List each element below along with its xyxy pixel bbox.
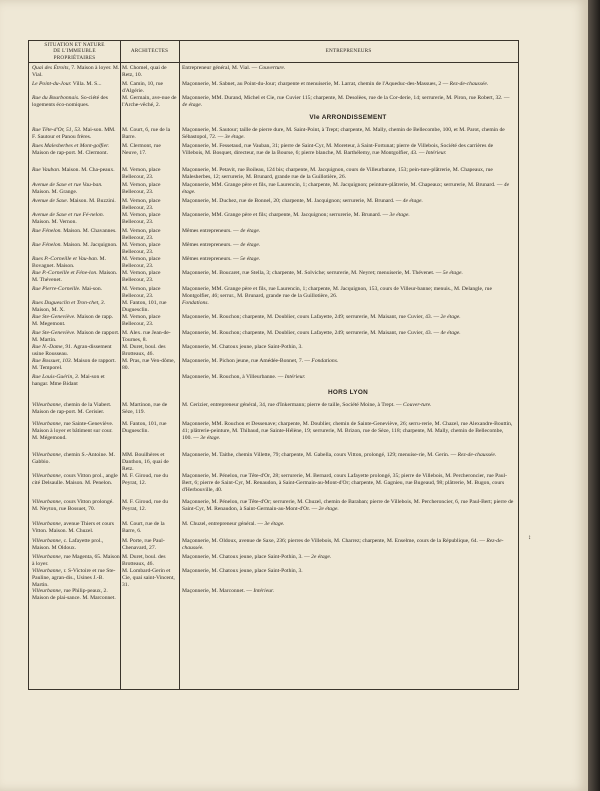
property-cell [32, 314, 120, 328]
margin-mark: ↕ [528, 535, 531, 541]
architect-cell: M. F. Giroud, rue du Peyrat, 12. [122, 499, 169, 512]
property-cell [32, 95, 120, 109]
work-stage: 4e étage. [402, 198, 423, 204]
property-description: Mai-son. MM. F. Sautour et Panou frères. [32, 127, 116, 140]
architect-cell: M. Pras, rue Ven-dôme, 80. [122, 358, 176, 371]
property-cell [32, 374, 120, 388]
contractors-cell [182, 95, 514, 109]
property-description: M. Bovagnet. Maison. [32, 256, 107, 269]
street-name: Rue P.-Corneille et Féne-lon. [32, 270, 98, 276]
architect-cell: M. Clermont, rue Neuve, 17. [122, 143, 161, 156]
property-cell [32, 330, 120, 344]
contractors-text: M. Chuzel, entrepreneur général. — [182, 521, 265, 527]
architect-cell: M. Vernon, place Bellecour, 23. [122, 256, 161, 269]
contractors-cell [182, 402, 514, 409]
section-heading-hors-lyon: HORS LYON [327, 389, 369, 396]
street-name: Villeurbanne, [32, 554, 63, 560]
work-stage: Rez-de-chaussée. [449, 81, 489, 87]
street-name: Quai des Étroits, [32, 65, 70, 71]
architect-cell: M. Vernon, place Bellecour, 23. [122, 270, 161, 283]
work-stage: 5e étage. [240, 256, 261, 262]
header-property: SITUATION ET NATURE DE L'IMMEUBLE PROPRIÉTAIRES [44, 42, 105, 61]
architect-cell: M. Alex. rue Jean-de-Tournes, 8. [122, 330, 171, 343]
contractors-text: Maçonnerie, M. Pichon jeune, rue Amédée-Bonnet, 7. — [182, 358, 312, 364]
property-cell [32, 344, 120, 358]
work-stage: Intérieur. [425, 149, 447, 156]
contractors-cell [182, 242, 514, 249]
contractors-cell [182, 344, 514, 351]
street-name: Villeurbanne, [32, 421, 63, 427]
property-description: chemin S.-Antoine. M. Gabbio. [32, 452, 116, 465]
architect-cell: M. Vernon, place Bellecour, 23. [122, 242, 161, 255]
contractors-text: Maçonnerie, M. Marconnet. — [182, 588, 254, 594]
property-cell [32, 127, 120, 141]
property-cell [32, 402, 120, 416]
architect-cell: M. Duret, boul. des Brotteaux, 46. [122, 554, 166, 567]
contractors-cell [182, 330, 514, 337]
property-cell [32, 452, 120, 466]
contractors-text: Maçonnerie, M. Chatoux jeune, place Saint-Pothin, 3. [182, 568, 303, 574]
contractors-text: Maçonnerie, M. Duchez, rue de Bonnel, 20; charpente, M. Jacquignon; serrurerie, M. Brunard. — [182, 198, 403, 204]
contractors-cell [182, 81, 514, 88]
property-cell [32, 167, 120, 174]
contractors-text: Mêmes entrepreneurs. — [182, 256, 241, 262]
property-description: Maison. M. Vernon. [32, 218, 77, 225]
property-description: rue Magenta, 65. Maison à loyer. [32, 554, 120, 567]
property-description: Maison. M. Grange. [32, 188, 78, 195]
architect-cell: M. Fanton, 101, rue Duguesclin. [122, 421, 167, 434]
contractors-cell [182, 143, 514, 157]
contractors-text: Maçonnerie, M. Rouchon; charpente, M. Doublier, cours Lafayette, 249; serrurerie, M. Maisant, rue Cuvier, 43. — [182, 314, 441, 320]
contractors-cell [182, 452, 514, 459]
street-name: Rue Ste-Geneviève. [32, 330, 76, 336]
property-cell [32, 521, 120, 535]
contractors-text: Maçonnerie, M. Pénelon, rue Tête-d'Or; serrurerie, M. Chuzel, chemin de Baraban; pierre de Villebois, M. Percheroncier, 6, rue Paul-Bert; pierre de Saint-Cyr, M. Renaudon, à Saint-Germain-au-Mont-d'Or. — [182, 499, 514, 512]
architect-cell: M. Porte, rue Paul-Chenavard, 27. [122, 538, 165, 551]
property-description: Mai-son et hangar. Mme Bidant [32, 374, 105, 387]
street-name: Rue Pierre-Corneille. [32, 286, 81, 292]
contractors-cell [182, 182, 514, 196]
property-description: Maison de rap-port. M. Clermont. [32, 149, 108, 156]
property-cell [32, 286, 120, 293]
property-cell [32, 538, 120, 552]
column-divider [120, 41, 121, 689]
contractors-text: Maçonnerie, MM. Rouchon et Dessenave; charpente, M. Doublier, chemin de Sainte-Geneviève, 26; serru-rerie, M. Chazel, rue Alexandre-Bouttin, 41; plâtrerie-peinture, M. Thibaud, rue Sainte-Hélène, 19; serrurerie, M. Brizon, rue de Sèze, 118; charpente, M. Mally, chemin de Bellecombe, 100. — [182, 421, 513, 441]
property-cell [32, 499, 120, 513]
contractors-text: Maçonnerie, M. Pénelon, rue Tête-d'Or, 28; serrurerie, M. Bernard, cours Lafayette prolongé, 35; pierre de Villebois, M. Percheroncier, rue Paul-Bert, 6; pierre de Saint-Cyr, M. Renaudon, à Saint-Germain-au-Mont-d'Or; charpente, M. Gagnieu, rue Bugeaud, 98; plâtrerie, M. Bugon, cours d'Herbouville, 40. [182, 473, 507, 493]
property-cell [32, 81, 120, 88]
street-name: Rue Ste-Geneviève. [32, 314, 76, 320]
property-description: Maison. M. Chavannes. [61, 228, 117, 234]
work-stage: 2e étage. [440, 314, 461, 320]
contractors-text: Maçonnerie, M. Boucaret, rue Stella, 3; charpente, M. Solviche; serrurerie, M. Neyret; menuiserie, M. Thévenet. — [182, 270, 443, 276]
street-name: Avenue de Saxe et rue Fé-nelon. [32, 212, 105, 218]
work-stage: 2e étage. [318, 505, 339, 512]
section-heading-arrondissement: VIe ARRONDISSEMENT [309, 114, 387, 121]
work-stage: 4e étage. [240, 242, 261, 248]
contractors-text: Maçonnerie, M. Chatoux jeune, place Saint-Pothin, 3. — [182, 554, 312, 560]
property-cell [32, 256, 120, 270]
contractors-cell [182, 212, 514, 219]
contractors-text: Maçonnerie, M. Rouchon, à Villeurbanne. — [182, 374, 285, 380]
property-description: Maison. M. Jacquignon. [61, 242, 118, 248]
property-description: rue Sainte-Geneviève. Maison à loyer et bâtiment sur cour. M. Mégemond. [32, 421, 114, 441]
contractors-text: Mêmes entrepreneurs. — [182, 242, 241, 248]
property-description: Villa. M. S... [71, 81, 102, 87]
contractors-text: Maçonnerie, M. Rouchon; charpente, M. Doublier, cours Lafayette, 249; serrurerie, M. Maisant, rue Cuvier, 43. — [182, 330, 441, 336]
contractors-cell [182, 499, 514, 513]
property-description: Maison de rapport. M. Temporel. [32, 358, 116, 371]
contractors-cell [182, 256, 514, 263]
property-cell [32, 212, 120, 226]
work-stage: Fondations. [311, 358, 339, 364]
street-name: Villeurbanne, [32, 588, 63, 594]
work-stage: 5e étage. [442, 270, 463, 276]
contractors-cell [182, 314, 514, 321]
contractors-cell [182, 300, 514, 307]
contractors-cell [182, 286, 514, 300]
architect-cell: M. Vernon, place Bellecour, 23. [122, 286, 161, 299]
work-stage: 3e étage. [264, 521, 285, 527]
property-description: Maison. M. Cha-peaux. [60, 167, 115, 173]
contractors-cell [182, 421, 514, 442]
contractors-text: Mêmes entrepreneurs. — [182, 228, 241, 234]
property-cell [32, 228, 120, 235]
header-rule [29, 62, 518, 63]
contractors-cell [182, 228, 514, 235]
architect-cell: M. Fanton, 101, rue Duguesclin. [122, 300, 167, 313]
property-description: avenue Thiers et cours Vitton. Maison. M. Chuzel. [32, 521, 114, 534]
work-stage: 4e étage. [182, 182, 510, 195]
property-cell [32, 65, 120, 79]
work-stage: 4e étage. [440, 330, 461, 336]
contractors-cell [182, 568, 514, 575]
street-name: Rue du Bourbonnais. [32, 95, 80, 101]
contractors-text: Maçonnerie, M. Fessetaud, rue Vauban, 31; pierre de Saint-Cyr, M. Moreteur, à Saint-Fortunat; pierre de Villebois, Société des carrières de Villebois, M. Bosquet, directeur, rue de la Bourse, 6; pierre blanche, M. Barthélemy, rue Montgolfier, 43. — [182, 143, 494, 156]
contractors-cell [182, 358, 514, 365]
architect-cell: M. Duret, boul. des Brotteaux, 46. [122, 344, 166, 357]
street-name: Villeurbanne, [32, 538, 63, 544]
street-name: Avenue de Saxe. [32, 198, 69, 204]
contractors-cell [182, 65, 514, 72]
work-stage: 4e étage. [182, 101, 203, 108]
architect-cell: M. Martinon, rue de Sèze, 119. [122, 402, 168, 415]
property-description: Mai-son. [80, 286, 103, 292]
property-description: Maison de rapport. M. Martin. [32, 330, 120, 343]
work-stage: 3e étage. [224, 133, 245, 140]
contractors-text: M. Cerizier, entrepreneur général, 34, rue d'Inkermann; pierre de taille, Société Moine, à Trept. — [182, 402, 404, 408]
contractors-text: Maçonnerie, MM. Grange père et fils; charpente, M. Jacquignon; serrurerie, M. Brunard. — [182, 212, 390, 218]
architect-cell: M. Vernon, place Bellecour, 23. [122, 212, 161, 225]
contractors-cell [182, 374, 514, 381]
property-cell [32, 554, 120, 568]
architect-cell: M. F. Giroud, rue du Peyrat, 12. [122, 473, 169, 486]
street-name: Villeurbanne, [32, 568, 63, 574]
property-description: Maison, M. X. [32, 306, 65, 313]
contractors-cell [182, 521, 514, 528]
contractors-cell [182, 588, 514, 595]
work-stage: 3e étage. [200, 434, 221, 441]
property-cell [32, 270, 120, 284]
street-name: Le Point-du-Jour. [32, 81, 72, 87]
architect-cell: M. Vernon, place Bellecour, 23. [122, 314, 161, 327]
street-name: Villeurbanne, [32, 521, 63, 527]
property-description: rue Philip-peaux, 2. Maison de plai-sance. M. Marconnet. [32, 588, 116, 601]
contractors-text: Maçonnerie, M. Sabnet, au Point-du-Jour; charpente et menuiserie, M. Larrat, chemin de l'Aqueduc-des-Massues, 2 — [182, 81, 450, 87]
contractors-text: Maçonnerie, MM. Grange père et fils, rue Laurencin, 1; charpente, M. Jacquignon; peinture-plâtrerie, M. Chapeaux; serrurerie, M. Brunard. — [182, 182, 504, 188]
street-name: Rues P.-Corneille et Vau-ban. [32, 256, 99, 262]
architect-cell: M. Court, 6, rue de la Barre. [122, 127, 171, 140]
contractors-text: Maçonnerie, M. Sautour; taille de pierre dure, M. Saint-Point, à Trept; charpente, M. Mally, chemin de Bellecombe, 100, et M. Parot, chemin de Sébastopol, 72. — [182, 127, 505, 140]
contractors-text: Maçonnerie, M. Taithe, chemin Villette, 79; charpente, M. Gabella, cours Vitton, prolongé, 129; menuise-rie, M. Gerin. — [182, 452, 458, 458]
property-description: Maison. M. Thévenet. [32, 270, 118, 283]
architect-cell: M. Vernon, place Bellecour, 23. [122, 198, 161, 211]
work-stage: Rez-de-chaussée. [457, 452, 497, 458]
street-name: Villeurbanne, [32, 499, 63, 505]
property-cell [32, 143, 120, 157]
street-name: Villeurbanne, [32, 473, 63, 479]
property-description: Maison. M. Buzzini. [68, 198, 116, 204]
architect-cell: M. Chomel, quai de Retz, 10. [122, 65, 167, 78]
contractors-text: Maçonnerie, M. Chatoux jeune, place Saint-Pothin, 3. [182, 344, 303, 350]
work-stage: 4e étage. [240, 228, 261, 234]
contractors-text: Maçonnerie, MM. Durand, Michel et Cie, rue Cuvier 115; charpente, M. Desolèes, rue de la Cor-derie, 14; serrurerie, M. Piron, rue Robert, 32. — [182, 95, 510, 101]
contractors-cell [182, 554, 514, 561]
property-description: 7. Maison à loyer. M. Vial. [32, 65, 120, 78]
header-architects: ARCHITECTES [130, 48, 169, 55]
property-description: cours Vitton prol., angle cité Delsaulle. Maison. M. Penelon. [32, 473, 118, 486]
street-name: Rues Duguesclin et Tron-chet, 3. [32, 300, 106, 306]
contractors-text: Entrepreneur général, M. Vial. — [182, 65, 259, 71]
property-cell [32, 473, 120, 487]
property-cell [32, 300, 120, 314]
architect-cell: MM. Bouilhères et Danthon, 16, quai de Retz. [122, 452, 169, 472]
work-stage: Intérieur. [253, 588, 274, 594]
property-cell [32, 421, 120, 442]
contractors-cell [182, 473, 514, 494]
contractors-cell [182, 127, 514, 141]
property-description: Agran-dissement usine Rousseau. [32, 344, 112, 357]
street-name: Rue N.-Dame, 91. [32, 344, 73, 350]
property-cell [32, 182, 120, 196]
work-stage: 2e étage. [311, 554, 332, 560]
architect-cell: M. Lombard-Gerin et Cie, quai saint-Vincent, 31. [122, 568, 175, 588]
contractors-cell [182, 270, 514, 277]
architect-cell: M. Vernon, place Bellecour, 23. [122, 182, 161, 195]
street-name: Avenue de Saxe et rue Vau-ban. [32, 182, 103, 188]
architect-cell: M. Camin, 10, rue d'Algérie. [122, 81, 164, 94]
page-edge-shadow [588, 0, 600, 791]
street-name: Rues Malesherbes et Mont-golfier. [32, 143, 110, 149]
property-description: Maison de rapp. M. Megemont. [32, 314, 114, 327]
street-name: Rue Tête-d'Or, 51, 53. [32, 127, 82, 133]
street-name: Rue Louis-Guérin, 3. [32, 374, 80, 380]
property-description: chemin de la Viabert. Maison de rap-port. M. Cerisier. [32, 402, 112, 415]
contractors-cell [182, 167, 514, 181]
street-name: Rue Bossuet, 103. [32, 358, 73, 364]
work-stage: Couver-ture. [403, 402, 432, 408]
property-description: cours Vitton prolongé. M. Neyton, rue Bossuet, 70. [32, 499, 114, 512]
property-description: r. S-Victoire et rue Ste-Pauline, agran-dis., Usines J.-B. Martin. [32, 568, 116, 588]
property-description: c. Lafayette prol., Maison. M Oldoux. [32, 538, 104, 551]
contractors-text: Maçonnerie, M. Petavit, rue Boileau, 124 bis; charpente, M. Jacquignon, cours de Villeurbanne, 153; pein-ture-plâtrerie, M. Chapeaux, rue Malesherbes, 12; serrurerie, M. Brunard, grande rue de la Guillotière, 26. [182, 167, 493, 180]
header-contractors: ENTREPRENEURS [325, 48, 372, 55]
property-cell [32, 242, 120, 249]
column-divider [179, 41, 180, 689]
street-name: Rue Fénelon. [32, 228, 62, 234]
street-name: Villeurbanne, [32, 452, 63, 458]
property-cell [32, 198, 120, 205]
property-cell [32, 588, 120, 602]
construction-ledger-table [28, 40, 531, 690]
contractors-cell [182, 538, 514, 552]
architect-cell: M. Vernon, place Bellecour, 23. [122, 228, 161, 241]
street-name: Villeurbanne, [32, 402, 63, 408]
property-cell [32, 568, 120, 589]
street-name: Rue Fénelon. [32, 242, 62, 248]
work-stage: 3e étage. [389, 212, 410, 218]
architect-cell: M. Court, rue de la Barre, 6. [122, 521, 165, 534]
work-stage: Rez-de-chaussée. [182, 538, 504, 551]
architect-cell: M. Vernon, place Bellecour, 23. [122, 167, 161, 180]
work-stage: Intérieur. [284, 374, 306, 380]
property-cell [32, 358, 120, 372]
work-stage: Fondations. [182, 300, 209, 306]
property-description: So-ciété des logements éco-nomiques. [32, 95, 108, 108]
contractors-text: Maçonnerie, M. Oldoux, avenue de Saxe, 236; pierres de Villebois, M. Charrez; charpente, M. Enselme, cours de la République, 64. — [182, 538, 487, 544]
contractors-cell [182, 198, 514, 205]
contractors-text: Maçonnerie, MM. Grange père et fils, rue Laurencin, 1; charpente, M. Jacquignon, 153, cours de Villeur-banne; menuis., M. Delangle, rue Montgolfier, 46; serrur., M. Brunard, grande rue de la Guillotière, 26. [182, 286, 492, 299]
work-stage: Couverture. [258, 65, 286, 71]
street-name: Rue Vauban. [32, 167, 61, 173]
architect-cell: M. Germain, ave-nue de l'Arche-vêché, 2. [122, 95, 177, 108]
